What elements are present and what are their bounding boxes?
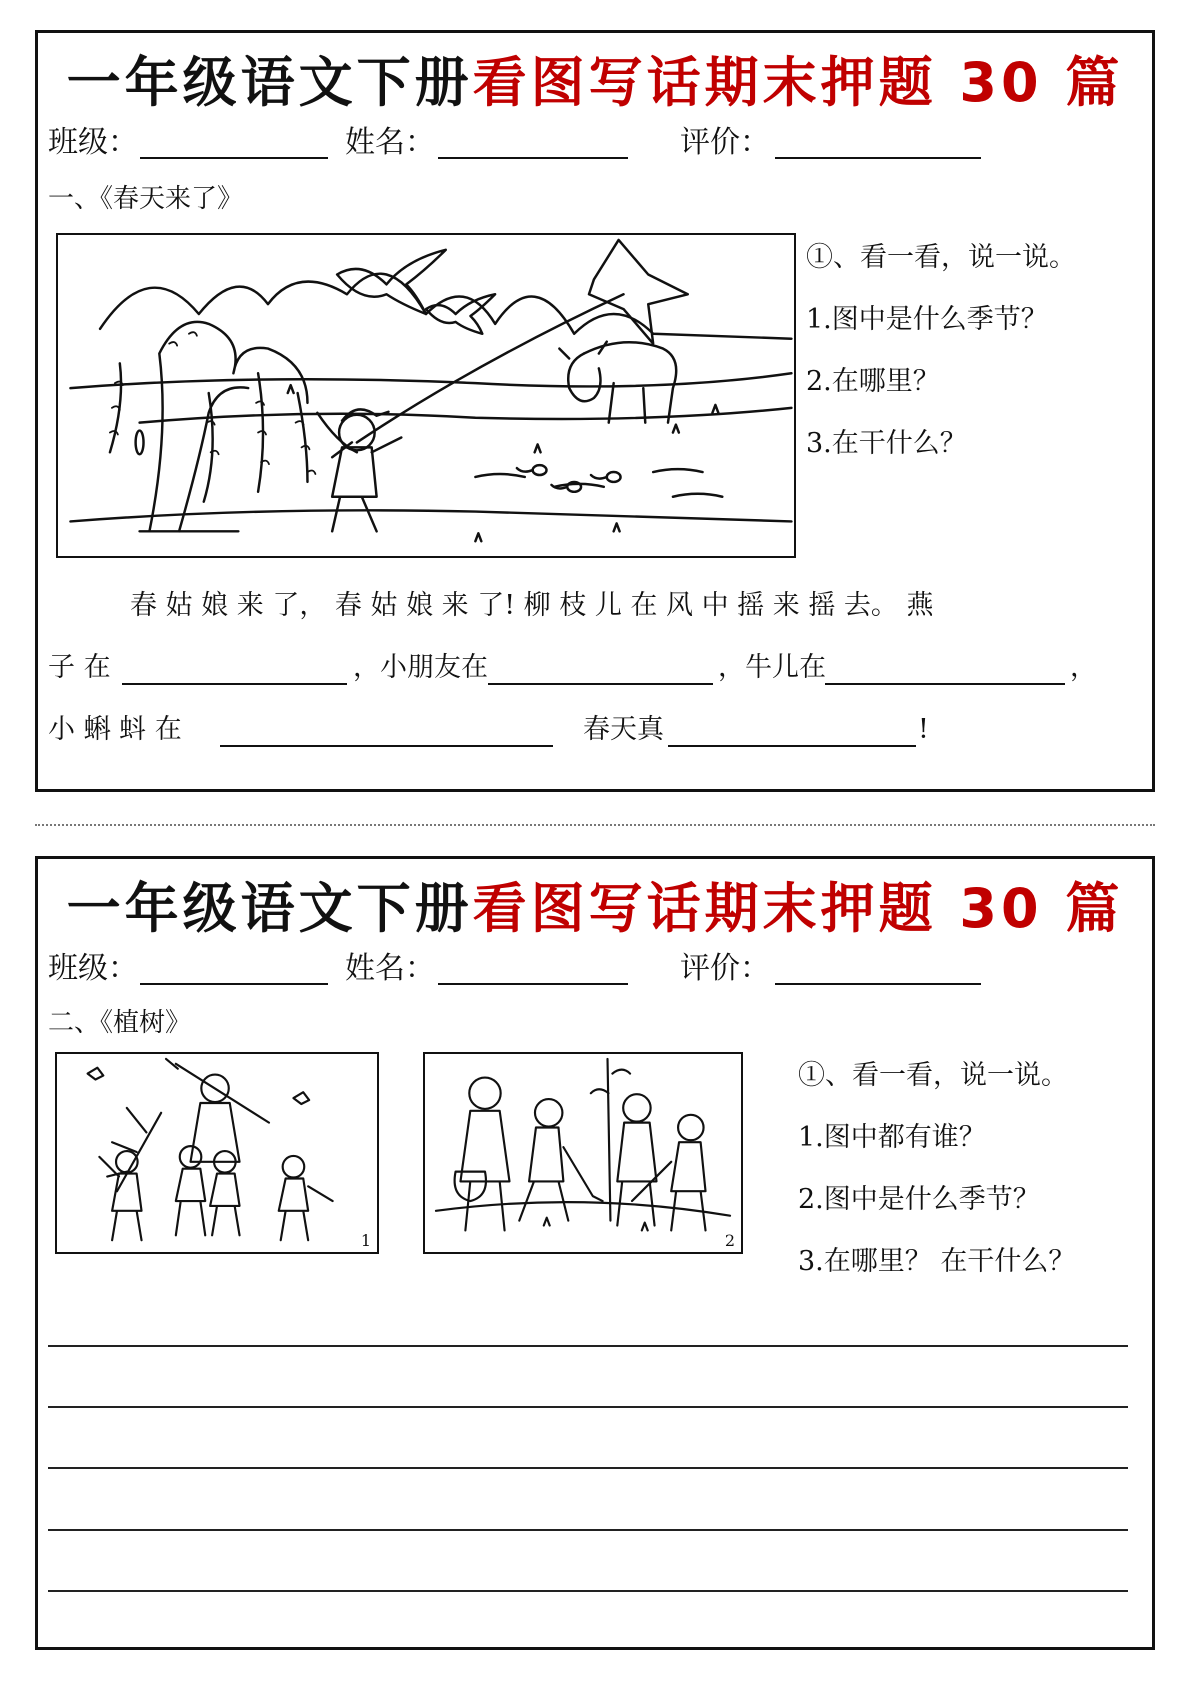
picture-number: 1	[360, 1231, 371, 1250]
passage-line-2	[48, 645, 1138, 691]
writing-line[interactable]	[48, 1345, 1128, 1347]
grade-label: 评价：	[680, 951, 770, 986]
tree-planting-picture-1	[55, 1052, 379, 1254]
worksheet-card-2	[35, 856, 1155, 1650]
grade-blank[interactable]	[775, 157, 981, 159]
worksheet-title	[38, 51, 1152, 115]
passage-text: ，	[1070, 652, 1097, 683]
student-info-row	[48, 123, 1138, 163]
title-black-part: 一年级语文下册	[66, 877, 473, 940]
tree-planting-picture-2	[423, 1052, 743, 1254]
question-item: 3.在干什么？	[806, 428, 967, 459]
name-blank[interactable]	[438, 157, 628, 159]
passage-text: 小 蝌 蚪 在	[48, 714, 182, 745]
passage-text: 子 在	[48, 652, 111, 683]
section-1-prompt: ①、看一看，说一说。	[806, 242, 1076, 273]
class-blank[interactable]	[140, 157, 328, 159]
title-red-part: 看图写话期末押题 30 篇	[472, 877, 1124, 940]
picture-number: 2	[724, 1231, 735, 1250]
cut-line-divider	[35, 824, 1155, 826]
section-2-questions	[798, 1045, 1075, 1293]
question-item: 2.图中是什么季节？	[798, 1184, 1040, 1215]
passage-line-3	[48, 707, 1138, 753]
title-black-part: 一年级语文下册	[66, 51, 473, 114]
tadpole-blank[interactable]	[220, 745, 553, 747]
name-label: 姓名：	[345, 951, 435, 986]
section-1-heading: 一、《春天来了》	[48, 184, 244, 214]
class-blank[interactable]	[140, 983, 328, 985]
grade-label: 评价：	[680, 125, 770, 160]
grade-blank[interactable]	[775, 983, 981, 985]
passage-text: 春天真	[583, 714, 664, 745]
student-info-row	[48, 949, 1138, 989]
class-label: 班级：	[48, 951, 138, 986]
question-item: 1.图中是什么季节？	[806, 304, 1048, 335]
section-2-prompt: ①、看一看，说一说。	[798, 1060, 1068, 1091]
fill-in-passage	[48, 583, 1138, 783]
section-1-questions	[806, 227, 1076, 475]
writing-line[interactable]	[48, 1590, 1128, 1592]
class-label: 班级：	[48, 125, 138, 160]
cow-blank[interactable]	[825, 683, 1065, 685]
passage-text: ，牛儿在	[718, 652, 826, 683]
worksheet-title	[38, 877, 1152, 941]
writing-line[interactable]	[48, 1406, 1128, 1408]
writing-line[interactable]	[48, 1467, 1128, 1469]
name-blank[interactable]	[438, 983, 628, 985]
swallow-blank[interactable]	[122, 683, 347, 685]
passage-line-1: 春 姑 娘 来 了， 春 姑 娘 来 了! 柳 枝 儿 在 风 中 摇 来 摇 去。 燕	[130, 590, 934, 621]
passage-text: !	[918, 714, 929, 745]
worksheet-card-1	[35, 30, 1155, 792]
question-item: 3.在哪里？ 在干什么？	[798, 1246, 1076, 1277]
name-label: 姓名：	[345, 125, 435, 160]
writing-line[interactable]	[48, 1529, 1128, 1531]
passage-text: ，小朋友在	[353, 652, 488, 683]
question-item: 2.在哪里？	[806, 366, 940, 397]
spring-blank[interactable]	[668, 745, 916, 747]
child-blank[interactable]	[488, 683, 713, 685]
section-2-heading: 二、《植树》	[48, 1008, 192, 1038]
spring-scene-picture	[56, 233, 796, 558]
title-red-part: 看图写话期末押题 30 篇	[472, 51, 1124, 114]
question-item: 1.图中都有谁？	[798, 1122, 986, 1153]
